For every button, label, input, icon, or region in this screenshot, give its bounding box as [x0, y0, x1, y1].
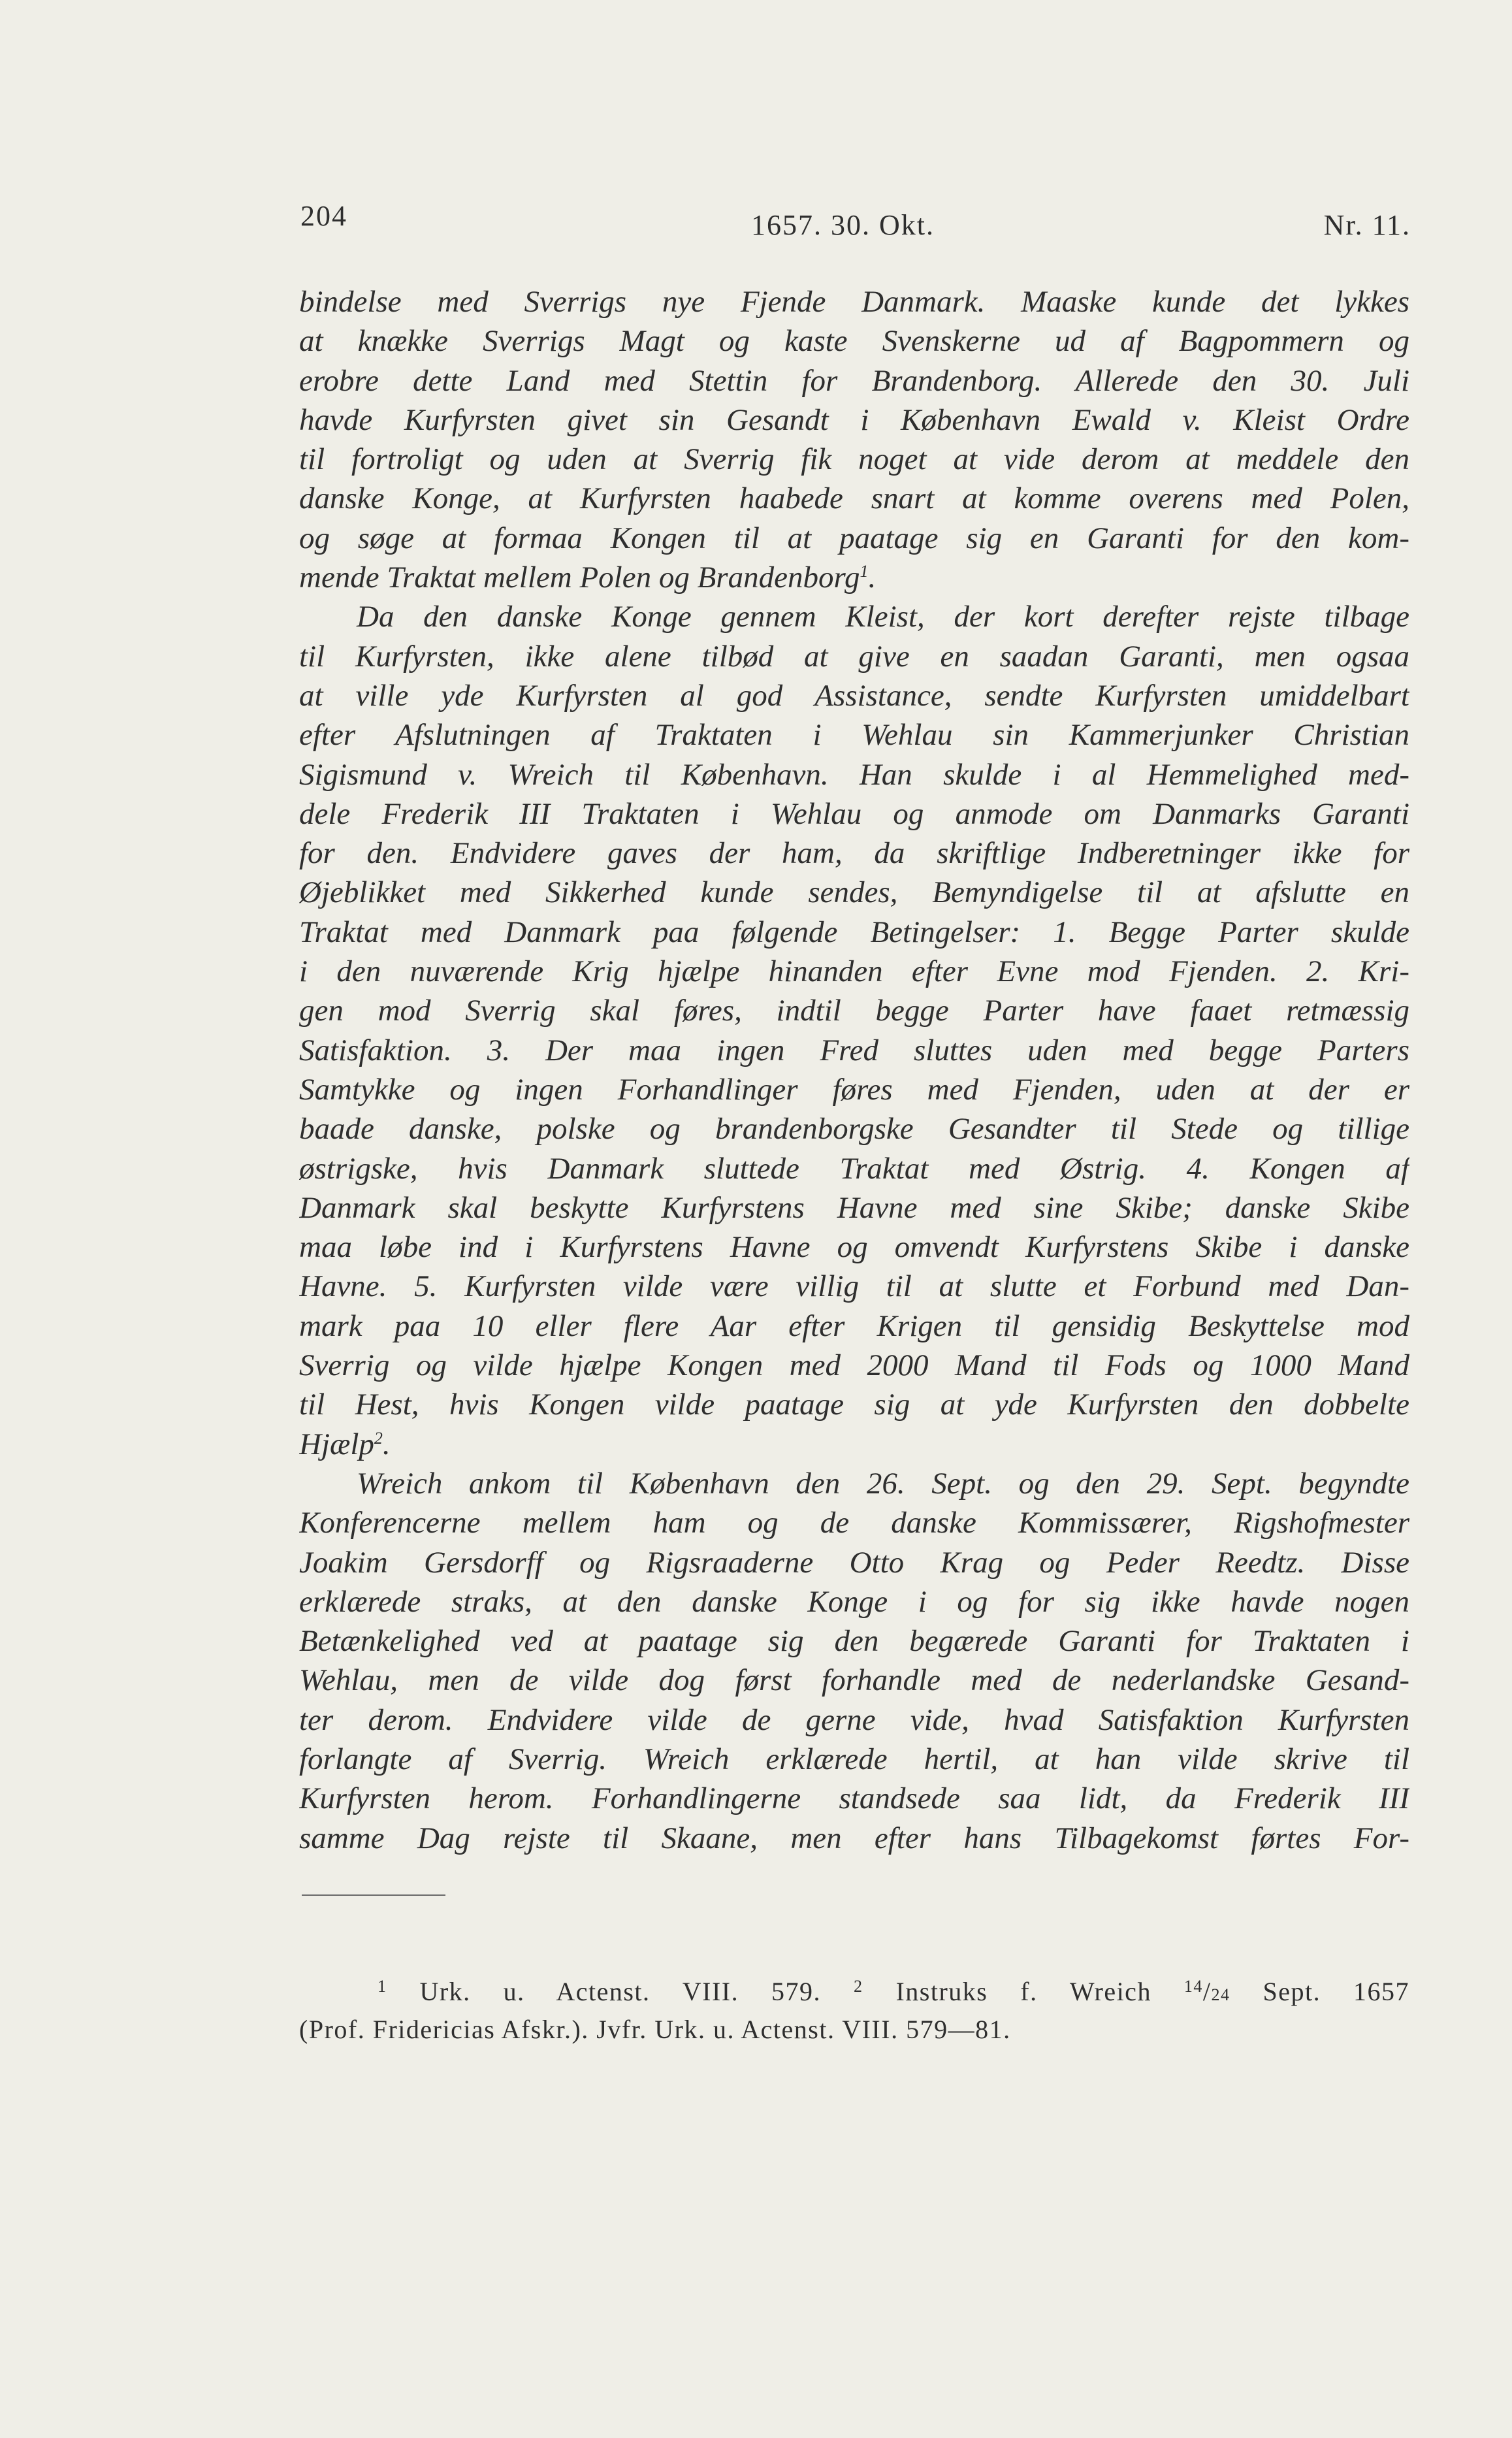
text-line: erklærede straks, at den danske Konge i og for sig ikke havde nogen: [299, 1584, 1409, 1619]
footnote-2-text: Instruks f. Wreich: [895, 1977, 1151, 2006]
text-line: forlangte af Sverrig. Wreich erklærede hertil, at han vilde skrive til: [299, 1742, 1409, 1776]
text-line: Wreich ankom til København den 26. Sept. og den 29. Sept. begyndte: [357, 1466, 1409, 1501]
text-line: for den. Endvidere gaves der ham, da skriftlige Indberetninger ikke for: [299, 836, 1409, 871]
text-line: at knække Sverrigs Magt og kaste Svenskerne ud af Bagpommern og: [299, 324, 1409, 359]
text-line: Konferencerne mellem ham og de danske Kommissærer, Rigshofmester: [299, 1506, 1409, 1540]
text-line: Traktat med Danmark paa følgende Betingelser: 1. Begge Parter skulde: [299, 915, 1409, 949]
text-line: havde Kurfyrsten givet sin Gesandt i København Ewald v. Kleist Ordre: [299, 402, 1409, 437]
text-line: at ville yde Kurfyrsten al god Assistance, sendte Kurfyrsten umiddelbart: [299, 678, 1409, 713]
text-line: samme Dag rejste til Skaane, men efter hans Tilbagekomst førtes For-: [299, 1821, 1409, 1855]
text-line: Sverrig og vilde hjælpe Kongen med 2000 Mand til Fods og 1000 Mand: [299, 1348, 1409, 1383]
text-line: ter derom. Endvidere vilde de gerne vide, hvad Satisfaktion Kurfyrsten: [299, 1702, 1409, 1737]
text-line: Da den danske Konge gennem Kleist, der kort derefter rejste tilbage: [357, 600, 1409, 634]
footnote-divider: [302, 1894, 445, 1896]
footnote-line-1: [299, 1973, 1409, 2011]
text-line: Kurfyrsten herom. Forhandlingerne standsede saa lidt, da Frederik III: [299, 1781, 1409, 1816]
sentence-end: .: [868, 561, 877, 595]
text-line: efter Afslutningen af Traktaten i Wehlau sin Kammerjunker Christian: [299, 718, 1409, 753]
text-line: Samtykke og ingen Forhandlinger føres med Fjenden, uden at der er: [299, 1072, 1409, 1107]
text-line: Sigismund v. Wreich til København. Han skulde i al Hemmelighed med-: [299, 757, 1409, 792]
text-line: Øjeblikket med Sikkerhed kunde sendes, Bemyndigelse til at afslutte en: [299, 875, 1409, 910]
text-line: gen mod Sverrig skal føres, indtil begge Parter have faaet retmæssig: [299, 994, 1409, 1028]
fraction-denominator: 24: [1211, 1985, 1231, 2004]
sentence-end: .: [382, 1427, 391, 1461]
footnote-1: [378, 1977, 821, 2006]
text-line: til fortroligt og uden at Sverrig fik noget at vide derom at meddele den: [299, 442, 1409, 477]
body-text: [299, 282, 1409, 1858]
footnote-ref-1: 1: [860, 562, 869, 581]
footnote-2-date: Sept. 1657: [1263, 1977, 1410, 2006]
footnote-1-text: Urk. u. Actenst. VIII. 579.: [419, 1977, 822, 2006]
fraction-numerator: 14: [1183, 1977, 1203, 1996]
text-line: baade danske, polske og brandenborgske Gesandter til Stede og tillige: [299, 1112, 1409, 1146]
date-fraction: [1184, 1977, 1231, 2006]
text-line: bindelse med Sverrigs nye Fjende Danmark. Maaske kunde det lykkes: [299, 285, 1409, 319]
text-line: og søge at formaa Kongen til at paatage sig en Garanti for den kom-: [299, 521, 1409, 555]
header-date: 1657. 30. Okt.: [751, 209, 935, 241]
text-line-with-footnote: [299, 1425, 1409, 1464]
text-line: til Kurfyrsten, ikke alene tilbød at give en saadan Garanti, men ogsaa: [299, 639, 1409, 674]
text-line: mark paa 10 eller flere Aar efter Krigen til gensidig Beskyttelse mod: [299, 1308, 1409, 1343]
page-number: 204: [300, 200, 347, 232]
document-number: Nr. 11.: [1323, 209, 1411, 241]
text-line: danske Konge, at Kurfyrsten haabede snart at komme overens med Polen,: [299, 481, 1409, 516]
text-line: dele Frederik III Traktaten i Wehlau og anmode om Danmarks Garanti: [299, 796, 1409, 831]
footnote-line-2: (Prof. Fridericias Afskr.). Jvfr. Urk. u. Actenst. VIII. 579—81.: [299, 2015, 1011, 2044]
page-header: [300, 199, 1411, 245]
text-line: Betænkelighed ved at paatage sig den begærede Garanti for Traktaten i: [299, 1624, 1409, 1659]
text-line-with-footnote: [299, 558, 1409, 597]
text-line: Wehlau, men de vilde dog først forhandle med de nederlandske Gesand-: [299, 1663, 1409, 1698]
footnote-ref-2: 2: [374, 1428, 383, 1448]
text-line: Joakim Gersdorff og Rigsraaderne Otto Krag og Peder Reedtz. Disse: [299, 1545, 1409, 1580]
text-line: østrigske, hvis Danmark sluttede Traktat med Østrig. 4. Kongen af: [299, 1151, 1409, 1186]
text-line: erobre dette Land med Stettin for Brandenborg. Allerede den 30. Juli: [299, 363, 1409, 398]
text-line: Satisfaktion. 3. Der maa ingen Fred sluttes uden med begge Parters: [299, 1033, 1409, 1067]
text-line: til Hest, hvis Kongen vilde paatage sig at yde Kurfyrsten den dobbelte: [299, 1388, 1409, 1422]
footnotes: [299, 1973, 1409, 2049]
footnote-mark-2: 2: [854, 1977, 863, 1996]
text-line: Danmark skal beskytte Kurfyrstens Havne med sine Skibe; danske Skibe: [299, 1190, 1409, 1225]
text-line: Havne. 5. Kurfyrsten vilde være villig til at slutte et Forbund med Dan-: [299, 1269, 1409, 1304]
text-segment: Hjælp: [299, 1427, 374, 1461]
text-line: i den nuværende Krig hjælpe hinanden efter Evne mod Fjenden. 2. Kri-: [299, 954, 1409, 989]
text-segment: mende Traktat mellem Polen og Brandenborg: [299, 561, 860, 595]
footnote-2: [854, 1977, 1409, 2006]
footnote-mark-1: 1: [378, 1977, 387, 1996]
fraction-separator: /: [1202, 1977, 1212, 2006]
text-line: maa løbe ind i Kurfyrstens Havne og omvendt Kurfyrstens Skibe i danske: [299, 1230, 1409, 1265]
